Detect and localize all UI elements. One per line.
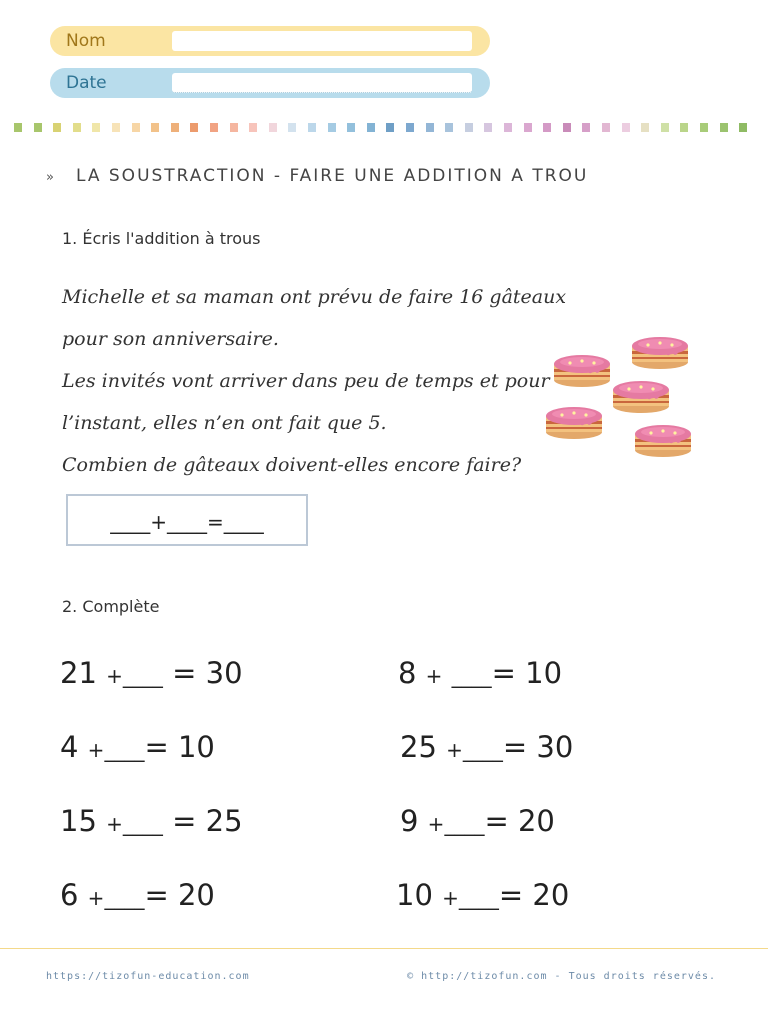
addend: 15 xyxy=(60,804,97,838)
blank[interactable]: ____ xyxy=(451,664,492,688)
plus-sign: + xyxy=(106,664,123,688)
cake-icon xyxy=(635,425,691,457)
result: = 10 xyxy=(144,730,215,764)
strip-square xyxy=(622,123,630,132)
strip-square xyxy=(445,123,453,132)
strip-square xyxy=(73,123,81,132)
addend: 4 xyxy=(60,730,79,764)
strip-square xyxy=(151,123,159,132)
plus-sign: + xyxy=(446,738,463,762)
blank[interactable]: ____ xyxy=(458,886,499,910)
strip-square xyxy=(406,123,414,132)
exercise-item[interactable] xyxy=(60,730,215,764)
plus-sign: + xyxy=(106,812,123,836)
blank[interactable]: ____ xyxy=(104,738,145,762)
strip-square xyxy=(426,123,434,132)
footer-copyright: © http://tizofun.com - Tous droits réservés. xyxy=(407,971,716,982)
name-field-row xyxy=(50,26,490,56)
strip-square xyxy=(190,123,198,132)
strip-square xyxy=(347,123,355,132)
strip-square xyxy=(641,123,649,132)
strip-square xyxy=(700,123,708,132)
strip-square xyxy=(680,123,688,132)
result: = 20 xyxy=(498,878,570,912)
question-2-title: 2. Complète xyxy=(62,597,160,616)
strip-square xyxy=(602,123,610,132)
strip-square xyxy=(269,123,277,132)
question-1-title: 1. Écris l'addition à trous xyxy=(62,229,261,248)
addend: 6 xyxy=(60,878,79,912)
exercise-item[interactable] xyxy=(396,878,569,912)
date-field-row xyxy=(50,68,490,98)
word-problem xyxy=(62,276,567,486)
footer-divider xyxy=(0,948,768,949)
strip-square xyxy=(484,123,492,132)
blank[interactable]: ____ xyxy=(104,886,145,910)
strip-square xyxy=(739,123,747,132)
story-line: Combien de gâteaux doivent-elles encore faire? xyxy=(62,454,522,476)
name-input[interactable] xyxy=(172,31,472,51)
cake-icon xyxy=(546,407,602,439)
story-line: pour son anniversaire. xyxy=(62,328,279,350)
exercise-item[interactable] xyxy=(60,878,215,912)
strip-square xyxy=(328,123,336,132)
strip-square xyxy=(288,123,296,132)
exercise-item[interactable] xyxy=(400,730,573,764)
blank[interactable]: ____ xyxy=(122,812,163,836)
plus-sign: + xyxy=(87,886,105,910)
cake-icon xyxy=(554,355,610,387)
strip-square xyxy=(210,123,218,132)
strip-square xyxy=(543,123,551,132)
blank[interactable]: ____ xyxy=(444,812,485,836)
strip-square xyxy=(563,123,571,132)
story-line: Michelle et sa maman ont prévu de faire 16 gâteaux xyxy=(62,286,567,308)
exercise-item[interactable] xyxy=(398,656,562,690)
plus-sign: + xyxy=(427,812,445,836)
result: = 30 xyxy=(502,730,574,764)
strip-square xyxy=(53,123,61,132)
blank[interactable]: ____ xyxy=(122,664,163,688)
strip-square xyxy=(112,123,120,132)
plus-sign: + xyxy=(425,664,443,688)
strip-square xyxy=(524,123,532,132)
double-chevron-icon: » xyxy=(46,170,56,185)
plus-sign: + xyxy=(442,886,459,910)
strip-square xyxy=(661,123,669,132)
strip-square xyxy=(465,123,473,132)
result: = 25 xyxy=(162,804,243,838)
strip-square xyxy=(308,123,316,132)
date-label: Date xyxy=(66,73,107,93)
decorative-color-strip xyxy=(14,123,759,132)
strip-square xyxy=(132,123,140,132)
name-label: Nom xyxy=(66,31,106,51)
strip-square xyxy=(34,123,42,132)
exercise-item[interactable] xyxy=(60,656,243,690)
plus-sign: + xyxy=(87,738,105,762)
cakes-illustration xyxy=(540,324,700,464)
strip-square xyxy=(230,123,238,132)
section-heading xyxy=(46,166,588,186)
strip-square xyxy=(720,123,728,132)
footer-link[interactable]: https://tizofun-education.com xyxy=(46,971,250,982)
cake-icon xyxy=(632,337,688,369)
exercise-item[interactable] xyxy=(400,804,555,838)
strip-square xyxy=(367,123,375,132)
exercise-item[interactable] xyxy=(60,804,243,838)
strip-square xyxy=(249,123,257,132)
addend: 9 xyxy=(400,804,419,838)
strip-square xyxy=(92,123,100,132)
result: = 10 xyxy=(491,656,563,690)
addend: 21 xyxy=(60,656,97,690)
strip-square xyxy=(14,123,22,132)
cake-icon xyxy=(613,381,669,413)
strip-square xyxy=(582,123,590,132)
addend: 8 xyxy=(398,656,417,690)
story-line: Les invités vont arriver dans peu de temps et pour xyxy=(62,370,550,392)
addend: 10 xyxy=(396,878,433,912)
strip-square xyxy=(171,123,179,132)
blank[interactable]: ____ xyxy=(462,738,503,762)
answer-box[interactable] xyxy=(66,494,308,546)
result: = 30 xyxy=(172,656,243,690)
strip-square xyxy=(504,123,512,132)
date-input[interactable] xyxy=(172,73,472,93)
section-title: LA SOUSTRACTION - FAIRE UNE ADDITION A TROU xyxy=(76,166,589,186)
result: = 20 xyxy=(144,878,215,912)
addition-template: ____+____=____ xyxy=(110,510,264,534)
strip-square xyxy=(386,123,394,132)
addend: 25 xyxy=(400,730,437,764)
result: = 20 xyxy=(484,804,555,838)
story-line: l’instant, elles n’en ont fait que 5. xyxy=(62,412,387,434)
